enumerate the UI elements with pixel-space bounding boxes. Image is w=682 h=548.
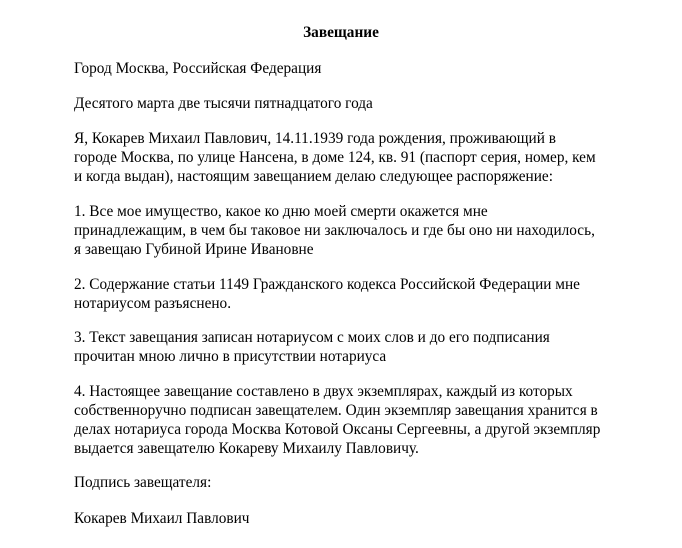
intro-line: и когда выдан), настоящим завещанием делаю следующее распоряжение: bbox=[74, 168, 553, 185]
signature-label: Подпись завещателя: bbox=[74, 474, 212, 491]
date-line: Десятого марта две тысячи пятнадцатого года bbox=[74, 95, 373, 112]
clause-4-line: собственноручно подписан завещателем. Один экземпляр завещания хранится в bbox=[74, 402, 598, 419]
intro-line: городе Москва, по улице Нансена, в доме 124, кв. 91 (паспорт серия, номер, кем bbox=[74, 149, 596, 166]
place-line: Город Москва, Российская Федерация bbox=[74, 60, 322, 77]
clause-1-line: принадлежащим, в чем бы таковое ни заключалось и где бы оно ни находилось, bbox=[74, 222, 595, 239]
clause-2-line: 2. Содержание статьи 1149 Гражданского кодекса Российской Федерации мне bbox=[74, 276, 580, 293]
signature-name: Кокарев Михаил Павлович bbox=[74, 510, 250, 527]
clause-4-paragraph bbox=[74, 382, 674, 458]
document-title: Завещание bbox=[303, 24, 379, 41]
intro-paragraph bbox=[74, 129, 674, 186]
clause-4-line: 4. Настоящее завещание составлено в двух экземплярах, каждый из которых bbox=[74, 383, 573, 400]
clause-3-line: прочитан мною лично в присутствии нотариуса bbox=[74, 348, 387, 365]
clause-1-line: 1. Все мое имущество, какое ко дню моей смерти окажется мне bbox=[74, 203, 488, 220]
clause-4-line: делах нотариуса города Москва Котовой Оксаны Сергеевны, а другой экземпляр bbox=[74, 421, 601, 438]
clause-1-paragraph bbox=[74, 202, 674, 259]
intro-line: Я, Кокарев Михаил Павлович, 14.11.1939 года рождения, проживающий в bbox=[74, 130, 556, 147]
clause-1-line: я завещаю Губиной Ирине Ивановне bbox=[74, 241, 314, 258]
clause-3-paragraph bbox=[74, 328, 674, 366]
clause-3-line: 3. Текст завещания записан нотариусом с моих слов и до его подписания bbox=[74, 329, 550, 346]
clause-2-line: нотариусом разъяснено. bbox=[74, 295, 232, 312]
clause-2-paragraph bbox=[74, 275, 674, 313]
clause-4-line: выдается завещателю Кокареву Михаилу Павловичу. bbox=[74, 440, 419, 457]
